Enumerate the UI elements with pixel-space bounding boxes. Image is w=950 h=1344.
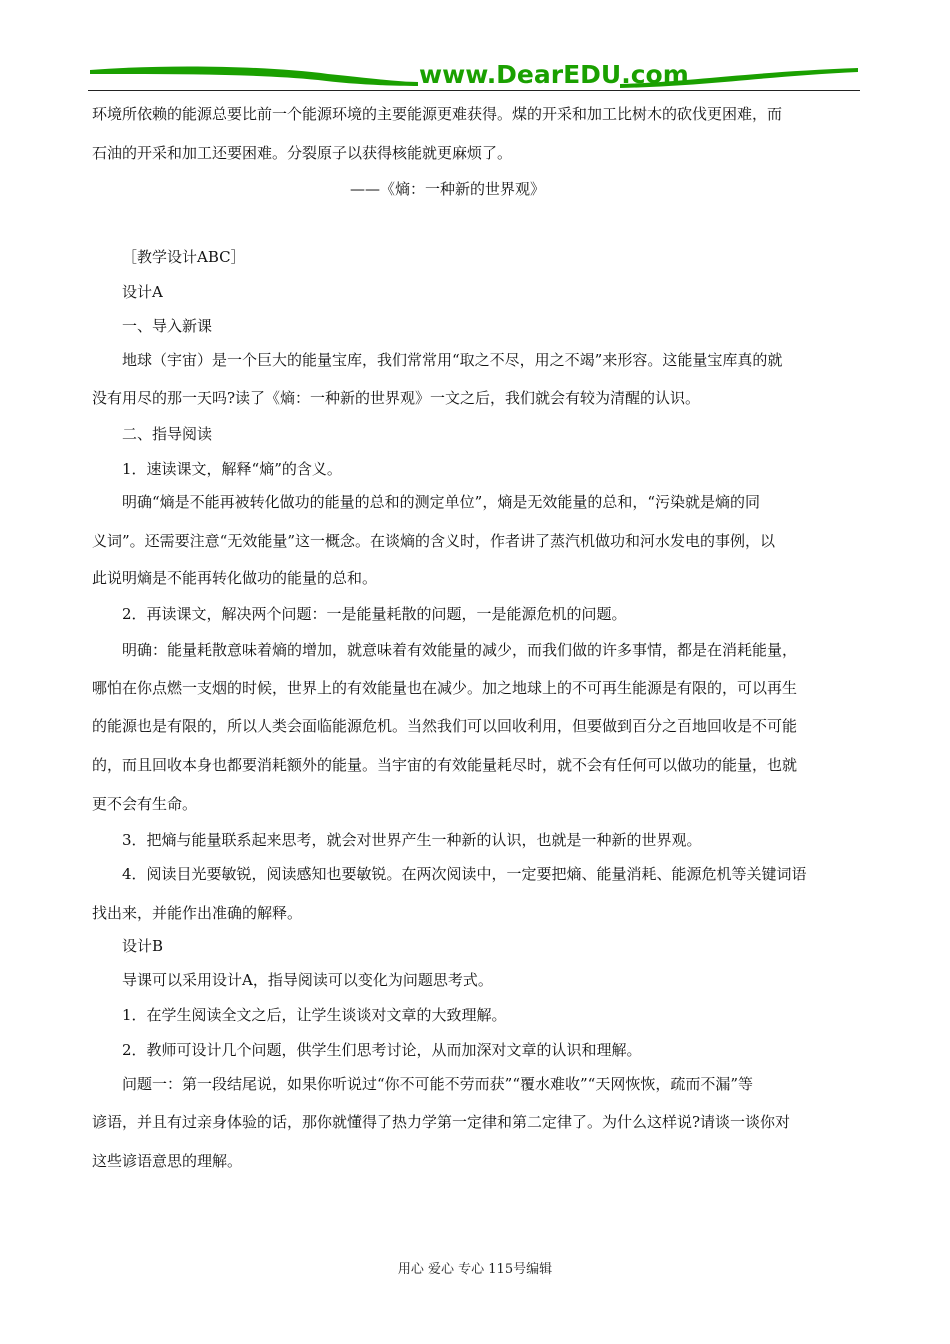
paragraph-line: 明确“熵是不能再被转化做功的能量的总和的测定单位”，熵是无效能量的总和，“污染就是熵的同	[122, 493, 761, 511]
site-banner	[88, 58, 860, 100]
paragraph-line: 地球（宇宙）是一个巨大的能量宝库，我们常常用“取之不尽，用之不竭”来形容。这能量宝库真的就	[122, 351, 783, 369]
design-heading: 设计A	[122, 283, 163, 301]
list-item: 2．再读课文，解决两个问题：一是能量耗散的问题，一是能源危机的问题。	[122, 605, 627, 623]
paragraph-line: 的，而且回收本身也都要消耗额外的能量。当宇宙的有效能量耗尽时，就不会有任何可以做功的能量，也就	[92, 756, 798, 774]
list-item: 1．在学生阅读全文之后，让学生谈谈对文章的大致理解。	[122, 1006, 507, 1024]
paragraph-line: 环境所依赖的能源总要比前一个能源环境的主要能源更难获得。煤的开采和加工比树木的砍伐更困难，而	[92, 105, 783, 123]
paragraph-line: 没有用尽的那一天吗?读了《熵：一种新的世界观》一文之后，我们就会有较为清醒的认识。	[92, 389, 701, 407]
paragraph-line: 此说明熵是不能再转化做功的能量的总和。	[92, 569, 378, 587]
page-footer: 用心 爱心 专心 115号编辑	[397, 1262, 553, 1277]
quote-source: ——《熵：一种新的世界观》	[350, 180, 546, 198]
design-heading: 设计B	[122, 937, 164, 955]
paragraph-line: 明确：能量耗散意味着熵的增加，就意味着有效能量的减少，而我们做的许多事情，都是在消耗能量，	[122, 641, 798, 659]
header-rule	[88, 90, 860, 91]
list-item: 3．把熵与能量联系起来思考，就会对世界产生一种新的认识，也就是一种新的世界观。	[122, 831, 702, 849]
paragraph-line: 哪怕在你点燃一支烟的时候，世界上的有效能量也在减少。加之地球上的不可再生能源是有限的，可以再生	[92, 679, 798, 697]
paragraph-line: 谚语，并且有过亲身体验的话，那你就懂得了热力学第一定律和第二定律了。为什么这样说?请谈一谈你对	[92, 1113, 791, 1131]
paragraph-line: 义词”。还需要注意“无效能量”这一概念。在谈熵的含义时，作者讲了蒸汽机做功和河水发电的事例，以	[92, 532, 776, 550]
list-item: 4．阅读目光要敏锐，阅读感知也要敏锐。在两次阅读中，一定要把熵、能量消耗、能源危机等关键词语	[122, 865, 807, 883]
paragraph-line: 找出来，并能作出准确的解释。	[92, 904, 303, 922]
list-item: 2．教师可设计几个问题，供学生们思考讨论，从而加深对文章的认识和理解。	[122, 1041, 642, 1059]
paragraph-line: 更不会有生命。	[92, 795, 198, 813]
paragraph-line: 石油的开采和加工还要困难。分裂原子以获得核能就更麻烦了。	[92, 144, 513, 162]
site-url[interactable]: www.DearEDU.com	[419, 60, 689, 89]
paragraph-line: 的能源也是有限的，所以人类会面临能源危机。当然我们可以回收利用，但要做到百分之百地回收是不可能	[92, 717, 798, 735]
step-heading: 二、指导阅读	[122, 425, 213, 443]
section-heading: ［教学设计ABC］	[122, 248, 246, 266]
list-item: 1．速读课文，解释“熵”的含义。	[122, 460, 342, 478]
paragraph-line: 这些谚语意思的理解。	[92, 1152, 243, 1170]
paragraph-line: 导课可以采用设计A，指导阅读可以变化为问题思考式。	[122, 971, 493, 989]
step-heading: 一、导入新课	[122, 317, 213, 335]
question-line: 问题一：第一段结尾说，如果你听说过“你不可能不劳而获”“覆水难收”“天网恢恢，疏而不漏”等	[122, 1075, 754, 1093]
